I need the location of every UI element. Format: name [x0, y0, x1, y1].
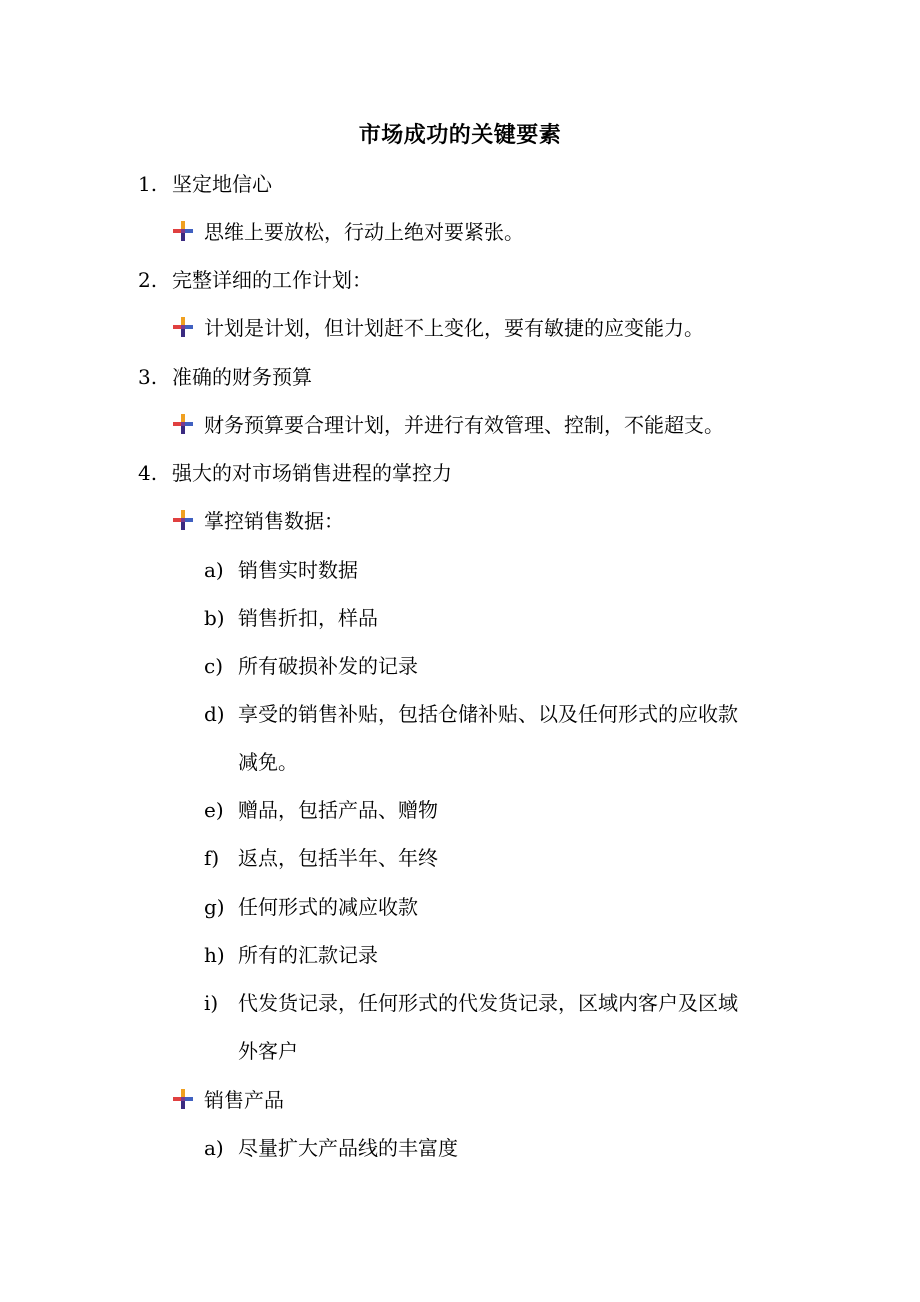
section-heading — [138, 265, 372, 295]
section-heading — [138, 362, 312, 392]
bullet-icon — [172, 220, 194, 242]
sub-item-text: 销售折扣，样品 — [238, 606, 378, 630]
bullet-icon — [172, 413, 194, 435]
sub-item-text: 销售实时数据 — [238, 558, 358, 582]
bullet-item — [172, 1085, 284, 1115]
sub-item-label: a) — [204, 558, 224, 582]
sub-item — [204, 940, 378, 970]
sub-item-text: 赠品，包括产品、赠物 — [238, 798, 438, 822]
bullet-item — [172, 506, 344, 536]
sub-item-continuation: 减免。 — [238, 750, 298, 774]
sub-item — [204, 555, 358, 585]
section-heading — [138, 169, 272, 199]
bullet-icon — [172, 1088, 194, 1110]
section-heading-text: 强大的对市场销售进程的掌控力 — [172, 461, 452, 485]
sub-item-label: a) — [204, 1136, 224, 1160]
sub-item — [204, 699, 738, 729]
section-number: 1. — [138, 172, 158, 196]
sub-item-label: f) — [204, 846, 220, 870]
document-title: 市场成功的关键要素 — [358, 122, 562, 148]
bullet-item — [172, 217, 524, 247]
sub-item-text: 代发货记录，任何形式的代发货记录，区域内客户及区域 — [238, 991, 738, 1015]
bullet-text: 销售产品 — [204, 1088, 284, 1112]
section-heading-text: 完整详细的工作计划： — [172, 268, 372, 292]
sub-item-label: d) — [204, 702, 225, 726]
section-heading-text: 准确的财务预算 — [172, 365, 312, 389]
sub-item — [204, 843, 438, 873]
sub-item-text: 所有破损补发的记录 — [238, 654, 418, 678]
bullet-text: 计划是计划，但计划赶不上变化，要有敏捷的应变能力。 — [204, 316, 704, 340]
bullet-text: 思维上要放松，行动上绝对要紧张。 — [204, 220, 524, 244]
sub-item-label: i) — [204, 991, 219, 1015]
sub-item-text: 所有的汇款记录 — [238, 943, 378, 967]
sub-item-text: 享受的销售补贴，包括仓储补贴、以及任何形式的应收款 — [238, 702, 738, 726]
sub-item-label: g) — [204, 895, 225, 919]
bullet-icon — [172, 316, 194, 338]
section-number: 3. — [138, 365, 158, 389]
sub-item — [204, 603, 378, 633]
sub-item-label: c) — [204, 654, 224, 678]
sub-item-text: 尽量扩大产品线的丰富度 — [238, 1136, 458, 1160]
sub-item — [204, 1133, 458, 1163]
sub-item-text: 任何形式的减应收款 — [238, 895, 418, 919]
bullet-item — [172, 313, 704, 343]
section-heading — [138, 458, 452, 488]
bullet-text: 掌控销售数据： — [204, 509, 344, 533]
section-number: 4. — [138, 461, 158, 485]
sub-item — [204, 988, 738, 1018]
sub-item — [204, 651, 418, 681]
sub-item-label: b) — [204, 606, 225, 630]
sub-item — [204, 892, 418, 922]
sub-item-continuation: 外客户 — [238, 1039, 298, 1063]
bullet-icon — [172, 509, 194, 531]
sub-item-text: 返点，包括半年、年终 — [238, 846, 438, 870]
bullet-text: 财务预算要合理计划，并进行有效管理、控制，不能超支。 — [204, 413, 724, 437]
section-heading-text: 坚定地信心 — [172, 172, 272, 196]
sub-item — [204, 795, 438, 825]
section-number: 2. — [138, 268, 158, 292]
sub-item-label: h) — [204, 943, 225, 967]
sub-item-label: e) — [204, 798, 224, 822]
bullet-item — [172, 410, 724, 440]
